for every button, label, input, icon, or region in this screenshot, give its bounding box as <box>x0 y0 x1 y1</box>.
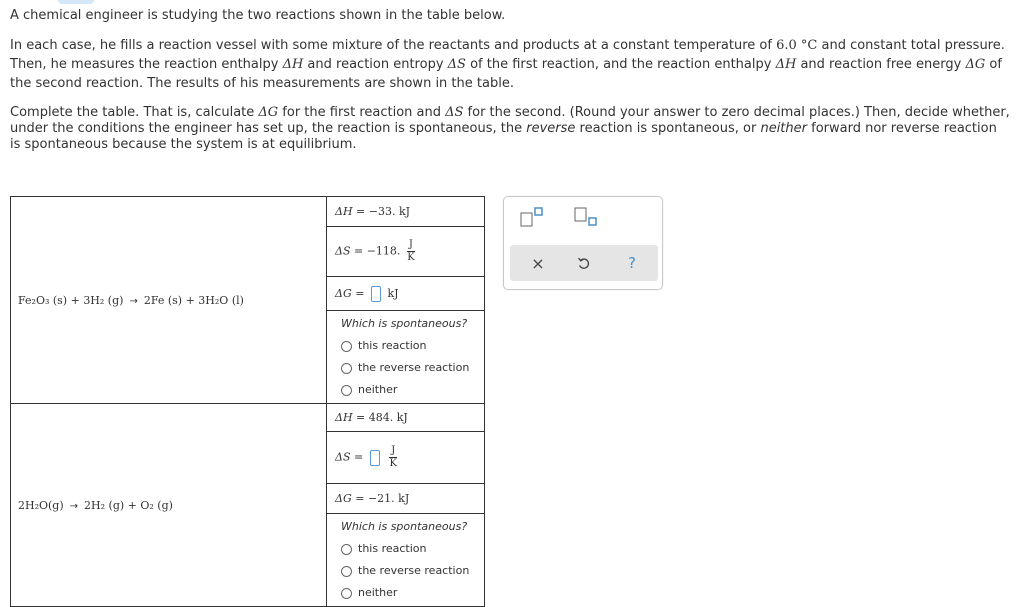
instructions-paragraph: In each case, he fills a reaction vessel with some mixture of the reactants and products at a constant temperature of 6.0 °C and constant total pressure. Then, he measures the reaction enthalpy ΔH and reaction entropy ΔS of the first reaction, and the reaction enthalpy ΔH and reaction free energy ΔG of the second reaction. The results of his measurements are shown in the table. <box>10 38 1005 91</box>
subscript-icon[interactable] <box>574 207 598 231</box>
math-toolbar <box>503 196 663 290</box>
option-neither[interactable]: neither <box>327 379 484 401</box>
undo-icon[interactable] <box>574 253 594 273</box>
intro-text: A chemical engineer is studying the two reactions shown in the table below. <box>10 8 506 23</box>
reaction-2-dS-cell: ΔS = $\frac{J}{K}$ <box>327 432 485 484</box>
task-paragraph: Complete the table. That is, calculate ΔG for the first reaction and ΔS for the second. (Round your answer to zero decimal places.) Then, decide whether, under the conditions the engineer has set up, the reaction is spontaneous, the reverse reaction is spontaneous, or neither forward nor reverse reaction is spontaneous because the system is at equilibrium. <box>10 105 1010 152</box>
spontaneity-question: Which is spontaneous? <box>341 317 468 330</box>
toolbar-actions <box>510 245 658 281</box>
radio-button[interactable] <box>341 385 352 396</box>
dG-input[interactable] <box>371 286 381 302</box>
entropy-unit: $\frac{J}{K}$ <box>407 239 415 263</box>
reaction-2-dG-cell: ΔG = −21. kJ <box>327 484 485 514</box>
reaction-1-dH-cell: ΔH = −33. kJ <box>327 197 485 227</box>
option-reverse-reaction[interactable]: the reverse reaction <box>327 560 484 582</box>
help-icon[interactable]: ? <box>628 254 636 272</box>
spontaneity-question: Which is spontaneous? <box>341 520 468 533</box>
reactions-table <box>10 196 485 607</box>
radio-button[interactable] <box>341 363 352 374</box>
reaction-1-equation: Fe₂O₃ (s) + 3H₂ (g) → 2Fe (s) + 3H₂O (l) <box>11 197 327 404</box>
radio-button[interactable] <box>341 341 352 352</box>
clear-icon[interactable]: × <box>531 253 545 273</box>
reaction-1-spontaneity-cell <box>327 311 485 404</box>
reaction-1-dS-cell: ΔS = −118. $\frac{J}{K}$ <box>327 227 485 277</box>
radio-button[interactable] <box>341 544 352 555</box>
entropy-unit: $\frac{J}{K}$ <box>389 445 397 469</box>
option-this-reaction[interactable]: this reaction <box>327 335 484 357</box>
reaction-2-spontaneity-cell <box>327 514 485 607</box>
dS-input[interactable] <box>370 450 380 466</box>
option-this-reaction[interactable]: this reaction <box>327 538 484 560</box>
radio-button[interactable] <box>341 588 352 599</box>
reaction-1-dG-cell: ΔG = kJ <box>327 277 485 311</box>
top-tab-indicator <box>58 0 94 4</box>
option-reverse-reaction[interactable]: the reverse reaction <box>327 357 484 379</box>
option-neither[interactable]: neither <box>327 582 484 604</box>
reaction-2-dH-cell: ΔH = 484. kJ <box>327 404 485 432</box>
superscript-icon[interactable] <box>520 207 544 231</box>
radio-button[interactable] <box>341 566 352 577</box>
reaction-2-equation: 2H₂O(g) → 2H₂ (g) + O₂ (g) <box>11 404 327 607</box>
